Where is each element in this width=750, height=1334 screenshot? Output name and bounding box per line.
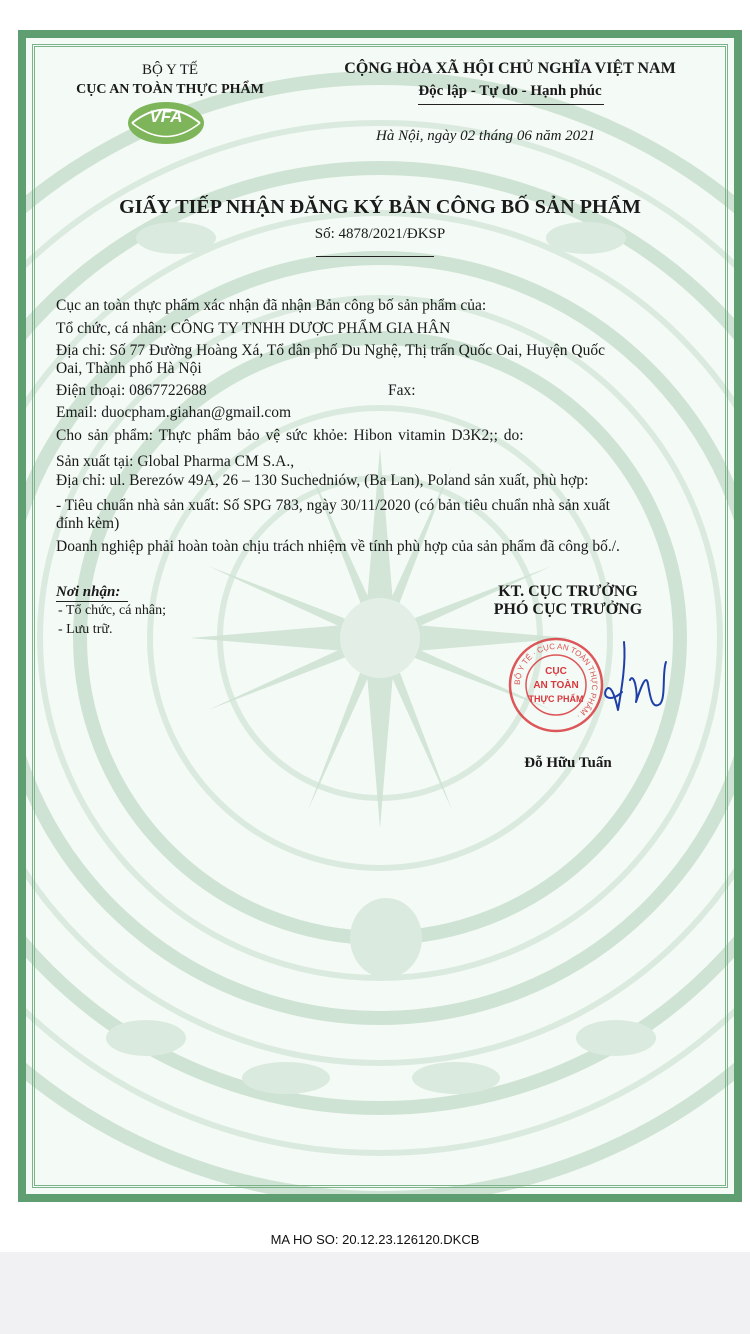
country-name: CỘNG HÒA XÃ HỘI CHỦ NGHĨA VIỆT NAM <box>344 60 676 77</box>
email-line: Email: duocpham.giahan@gmail.com <box>56 404 292 421</box>
ministry-name: BỘ Y TẾ <box>141 62 199 78</box>
agency-name: CỤC AN TOÀN THỰC PHẨM <box>76 82 264 97</box>
stamp-ring-text: BỘ Y TẾ · CỤC AN TOÀN THỰC PHẨM · <box>512 641 600 721</box>
motto: Độc lập - Tự do - Hạnh phúc <box>418 83 602 99</box>
organization-line: Tổ chức, cá nhân: CÔNG TY TNHH DƯỢC PHẨM GIA HÂN <box>56 320 451 337</box>
stamp-text-3: THỰC PHẨM <box>528 694 584 704</box>
signer-title-2: PHÓ CỤC TRƯỞNG <box>493 601 643 618</box>
stamp-text-2: AN TOÀN <box>533 680 579 691</box>
issue-date: Hà Nội, ngày 02 tháng 06 năm 2021 <box>376 128 596 144</box>
phone-line: Điện thoại: 0867722688 <box>56 382 207 399</box>
product-line: Cho sản phẩm: Thực phẩm bảo vệ sức khỏe: Hibon vitamin D3K2;; do: <box>56 427 524 444</box>
recipients-underline <box>56 601 128 602</box>
recipient-item: - Lưu trữ. <box>58 622 113 637</box>
red-seal-stamp <box>506 630 606 740</box>
manufacturer-line: Sản xuất tại: Global Pharma CM S.A., <box>56 453 295 470</box>
address-line-2: Oai, Thành phố Hà Nội <box>56 360 202 377</box>
recipient-item: - Tổ chức, cá nhân; <box>58 603 167 618</box>
screen-bottom-area <box>0 1252 750 1334</box>
dossier-code: MA HO SO: 20.12.23.126120.DKCB <box>270 1232 480 1247</box>
document-number: Số: 4878/2021/ĐKSP <box>314 226 446 242</box>
signer-name: Đỗ Hữu Tuấn <box>524 755 612 771</box>
fax-line: Fax: <box>388 382 416 399</box>
stamp-text-1: CỤC <box>545 666 567 677</box>
handwritten-signature <box>596 632 676 722</box>
title-underline <box>316 256 434 257</box>
vfa-logo-text: VFA <box>149 107 183 126</box>
intro-line: Cục an toàn thực phẩm xác nhận đã nhận Bản công bố sản phẩm của: <box>56 297 487 314</box>
responsibility-line: Doanh nghiệp phải hoàn toàn chịu trách nhiệm về tính phù hợp của sản phẩm đã công bố./. <box>56 538 620 555</box>
motto-underline <box>418 104 604 105</box>
document-title: GIẤY TIẾP NHẬN ĐĂNG KÝ BẢN CÔNG BỐ SẢN PHẨM <box>119 196 641 218</box>
standard-line-1: - Tiêu chuẩn nhà sản xuất: Số SPG 783, ngày 30/11/2020 (có bản tiêu chuẩn nhà sản xuất <box>56 497 610 514</box>
signer-title-1: KT. CỤC TRƯỞNG <box>498 583 638 600</box>
standard-line-2: đính kèm) <box>56 515 120 532</box>
recipients-heading: Nơi nhận: <box>56 584 121 600</box>
address-line-1: Địa chỉ: Số 77 Đường Hoàng Xá, Tổ dân phố Du Nghệ, Thị trấn Quốc Oai, Huyện Quốc <box>56 342 605 359</box>
manufacturer-address-line: Địa chỉ: ul. Berezów 49A, 26 – 130 Suchedniów, (Ba Lan), Poland sản xuất, phù hợp: <box>56 472 589 489</box>
